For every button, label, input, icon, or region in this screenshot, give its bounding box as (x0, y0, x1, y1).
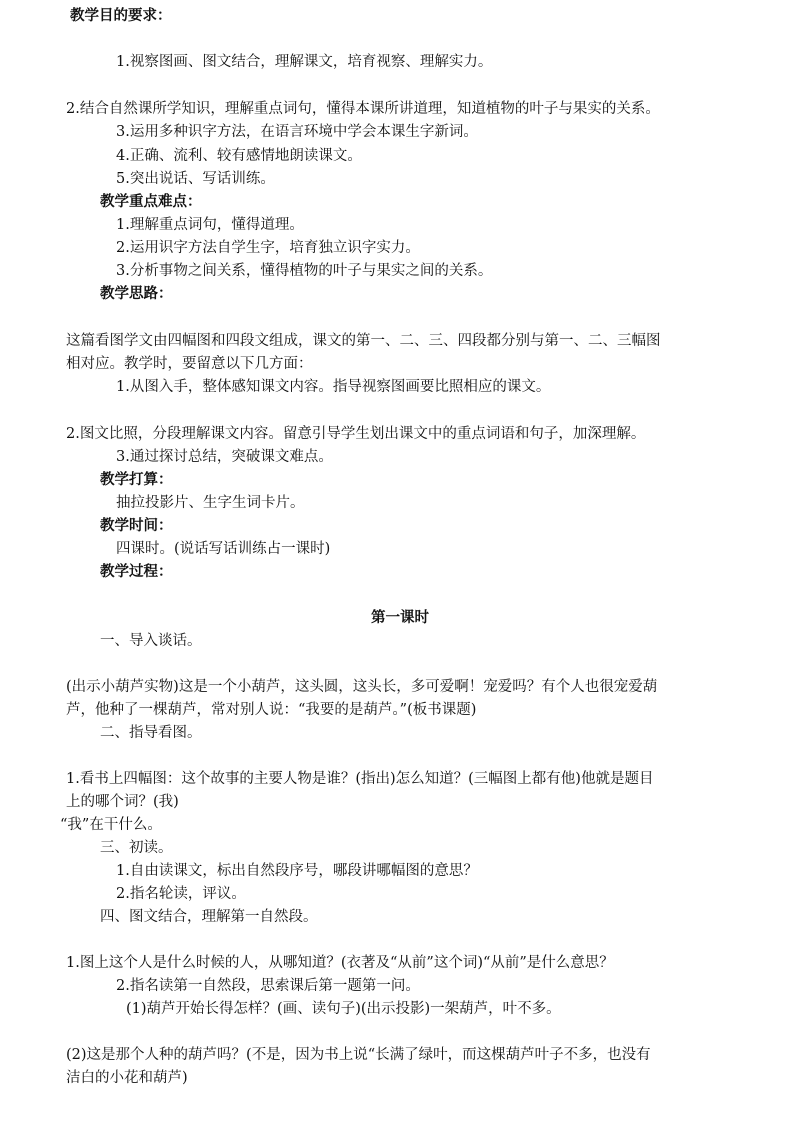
picture-text-item-2: 2.指名读第一自然段，思索课后第一题第一问。 (116, 978, 420, 994)
heading-teaching-approach: 教学思路： (100, 285, 173, 302)
goal-item-3: 3.运用多种识字方法，在语言环境中学会本课生字新词。 (116, 124, 478, 140)
picture-text-item-1: 1.图上这个人是什么时候的人，从哪知道？(衣著及“从前”这个词)“从前”是什么意思？ (66, 955, 614, 971)
goal-item-1: 1.视察图画、图文结合，理解课文，培育视察、理解实力。 (116, 54, 493, 70)
goal-item-5: 5.突出说话、写话训练。 (116, 171, 275, 187)
intro-paragraph-line-1: (出示小葫芦实物)这是一个小葫芦，这头圆，这头长，多可爱啊！宠爱吗？有个人也很宠爱葫 (66, 679, 658, 695)
heading-key-difficulties: 教学重点难点： (100, 193, 202, 210)
intro-paragraph-line-2: 芦，他种了一棵葫芦，常对别人说：“我要的是葫芦。”(板书课题) (66, 702, 477, 718)
heading-teaching-prep: 教学打算： (100, 471, 173, 488)
heading-teaching-goals: 教学目的要求： (70, 7, 172, 24)
step-2-guide-pictures: 二、指导看图。 (100, 725, 202, 741)
reading-item-1: 1.自由读课文，标出自然段序号，哪段讲哪幅图的意思？ (116, 863, 478, 879)
approach-item-1: 1.从图入手，整体感知课文内容。指导视察图画要比照相应的课文。 (116, 379, 551, 395)
lesson-title-first-period: 第一课时 (371, 609, 429, 626)
pictures-question: “我”在干什么。 (60, 817, 162, 833)
approach-item-3: 3.通过探讨总结，突破课文难点。 (116, 449, 333, 465)
heading-teaching-time: 教学时间： (100, 517, 173, 534)
goal-item-4: 4.正确、流利、较有感情地朗读课文。 (116, 148, 362, 164)
goal-item-2: 2.结合自然课所学知识，理解重点词句，懂得本课所讲道理，知道植物的叶子与果实的关系。 (66, 101, 660, 117)
picture-text-sub-2-line-1: (2)这是那个人种的葫芦吗？(不是，因为书上说“长满了绿叶，而这棵葫芦叶子不多，也没有 (66, 1047, 651, 1063)
picture-text-sub-2-line-2: 洁白的小花和葫芦) (66, 1070, 188, 1086)
pictures-paragraph-line-2: 上的哪个词？(我) (66, 794, 179, 810)
difficulty-item-1: 1.理解重点词句，懂得道理。 (116, 217, 304, 233)
teaching-prep-text: 抽拉投影片、生字生词卡片。 (116, 495, 305, 511)
teaching-time-text: 四课时。(说话写话训练占一课时) (116, 541, 331, 557)
step-4-picture-text: 四、图文结合，理解第一自然段。 (100, 909, 318, 925)
step-3-first-reading: 三、初读。 (100, 840, 173, 856)
approach-paragraph-line-2: 相对应。教学时，要留意以下几方面： (66, 356, 313, 372)
approach-paragraph-line-1: 这篇看图学文由四幅图和四段文组成，课文的第一、二、三、四段都分别与第一、二、三幅图 (66, 333, 661, 349)
difficulty-item-3: 3.分析事物之间关系，懂得植物的叶子与果实之间的关系。 (116, 263, 493, 279)
difficulty-item-2: 2.运用识字方法自学生字，培育独立识字实力。 (116, 240, 420, 256)
reading-item-2: 2.指名轮读，评议。 (116, 886, 246, 902)
heading-teaching-process: 教学过程： (100, 563, 173, 580)
picture-text-sub-1: (1)葫芦开始长得怎样？(画、读句子)(出示投影)一架葫芦，叶不多。 (126, 1001, 561, 1017)
step-1-intro: 一、导入谈话。 (100, 633, 202, 649)
approach-item-2: 2.图文比照，分段理解课文内容。留意引导学生划出课文中的重点词语和句子，加深理解。 (66, 426, 646, 442)
pictures-paragraph-line-1: 1.看书上四幅图：这个故事的主要人物是谁？(指出)怎么知道？(三幅图上都有他)他就是题目 (66, 771, 654, 787)
